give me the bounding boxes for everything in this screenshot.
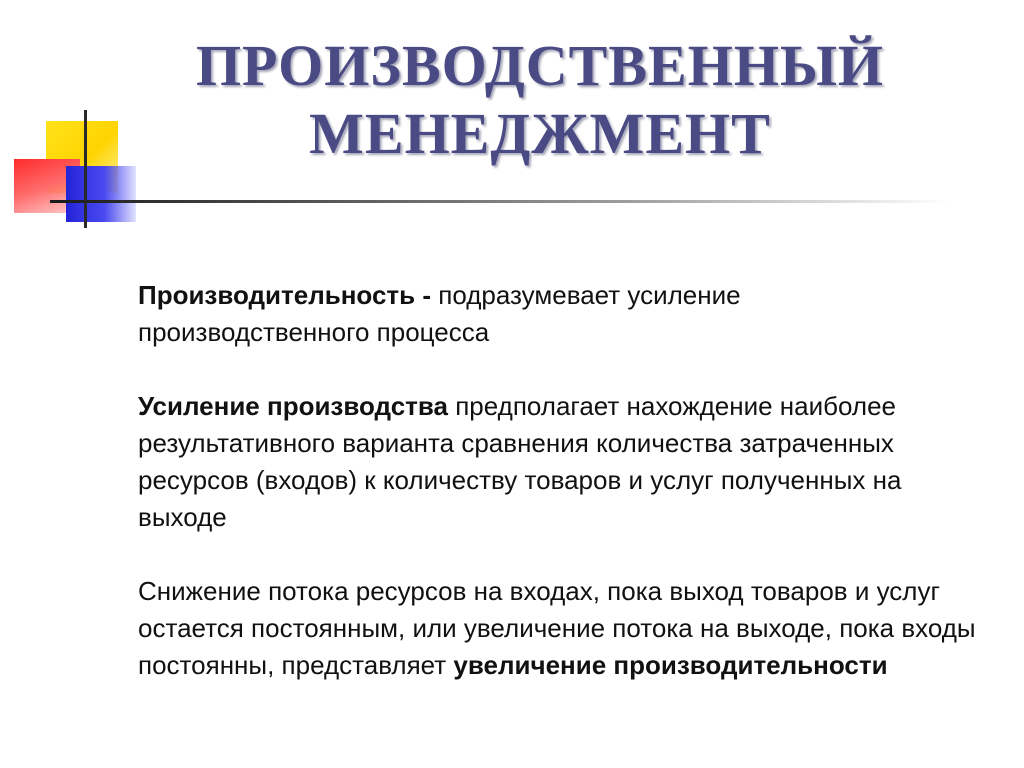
paragraph-productivity-increase	[138, 573, 978, 684]
paragraph-production-enhancement	[138, 388, 978, 536]
vertical-divider-line	[84, 110, 87, 228]
paragraph-productivity	[138, 277, 978, 351]
slide-body	[138, 277, 978, 684]
definition-production-enhancement: предполагает нахождение наиболее результативного варианта сравнения количества затраченных ресурсов (входов) к количеству товаров и услуг полученных на выходе	[138, 391, 902, 532]
term-productivity: Производительность -	[138, 280, 432, 310]
blue-square-shape	[66, 166, 136, 222]
slide-title	[130, 32, 950, 168]
description-productivity-increase: Снижение потока ресурсов на входах, пока выход товаров и услуг остается постоянным, или увеличение потока на выходе, пока входы постоянны, представляет	[138, 576, 976, 680]
slide-title-line-1: ПРОИЗВОДСТВЕННЫЙ	[195, 33, 885, 98]
term-productivity-increase: увеличение производительности	[453, 650, 888, 680]
slide-title-line-2: МЕНЕДЖМЕНТ	[309, 101, 771, 166]
term-production-enhancement: Усиление производства	[138, 391, 448, 421]
horizontal-divider-line	[50, 200, 950, 203]
definition-productivity: подразумевает усиление производственного процесса	[138, 280, 741, 347]
